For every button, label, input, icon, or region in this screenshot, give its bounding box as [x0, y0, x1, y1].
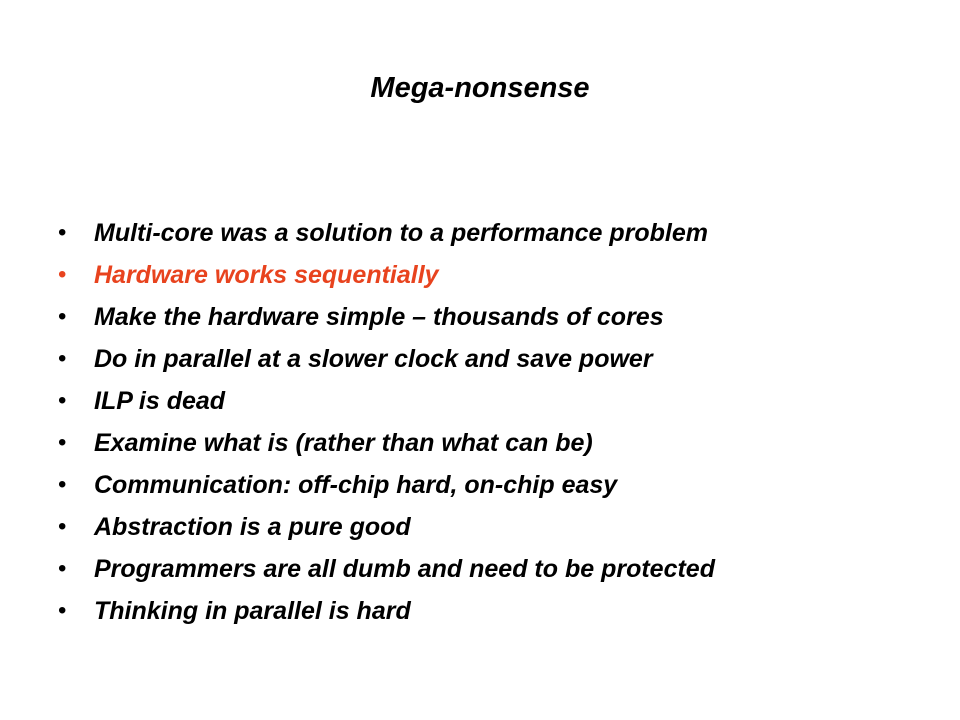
bullet-item [58, 468, 938, 510]
bullet-text: Examine what is (rather than what can be) [94, 429, 593, 457]
bullet-text: Communication: off-chip hard, on-chip easy [94, 471, 618, 499]
bullet-dot-icon: • [58, 261, 67, 288]
bullet-item [58, 258, 938, 300]
bullet-dot-icon: • [58, 387, 67, 414]
bullet-item [58, 300, 938, 342]
bullet-item [58, 216, 938, 258]
bullet-dot-icon: • [58, 303, 67, 330]
bullet-item [58, 552, 938, 594]
bullet-dot-icon: • [58, 471, 67, 498]
bullet-text: ILP is dead [94, 387, 226, 415]
bullet-dot-icon: • [58, 219, 67, 246]
bullet-dot-icon: • [58, 429, 67, 456]
bullet-item [58, 384, 938, 426]
bullet-list [58, 216, 938, 636]
bullet-item [58, 342, 938, 384]
bullet-item [58, 510, 938, 552]
bullet-dot-icon: • [58, 555, 67, 582]
bullet-dot-icon: • [58, 345, 67, 372]
bullet-text: Make the hardware simple – thousands of cores [94, 303, 664, 331]
bullet-item [58, 426, 938, 468]
bullet-text: Do in parallel at a slower clock and save power [94, 345, 653, 373]
bullet-text: Thinking in parallel is hard [94, 597, 411, 625]
bullet-text: Abstraction is a pure good [94, 513, 411, 541]
bullet-text: Hardware works sequentially [94, 261, 439, 289]
bullet-text: Programmers are all dumb and need to be protected [94, 555, 715, 583]
bullet-item [58, 594, 938, 636]
slide-title: Mega-nonsense [370, 72, 590, 104]
bullet-dot-icon: • [58, 513, 67, 540]
bullet-dot-icon: • [58, 597, 67, 624]
bullet-text: Multi-core was a solution to a performance problem [94, 219, 708, 247]
